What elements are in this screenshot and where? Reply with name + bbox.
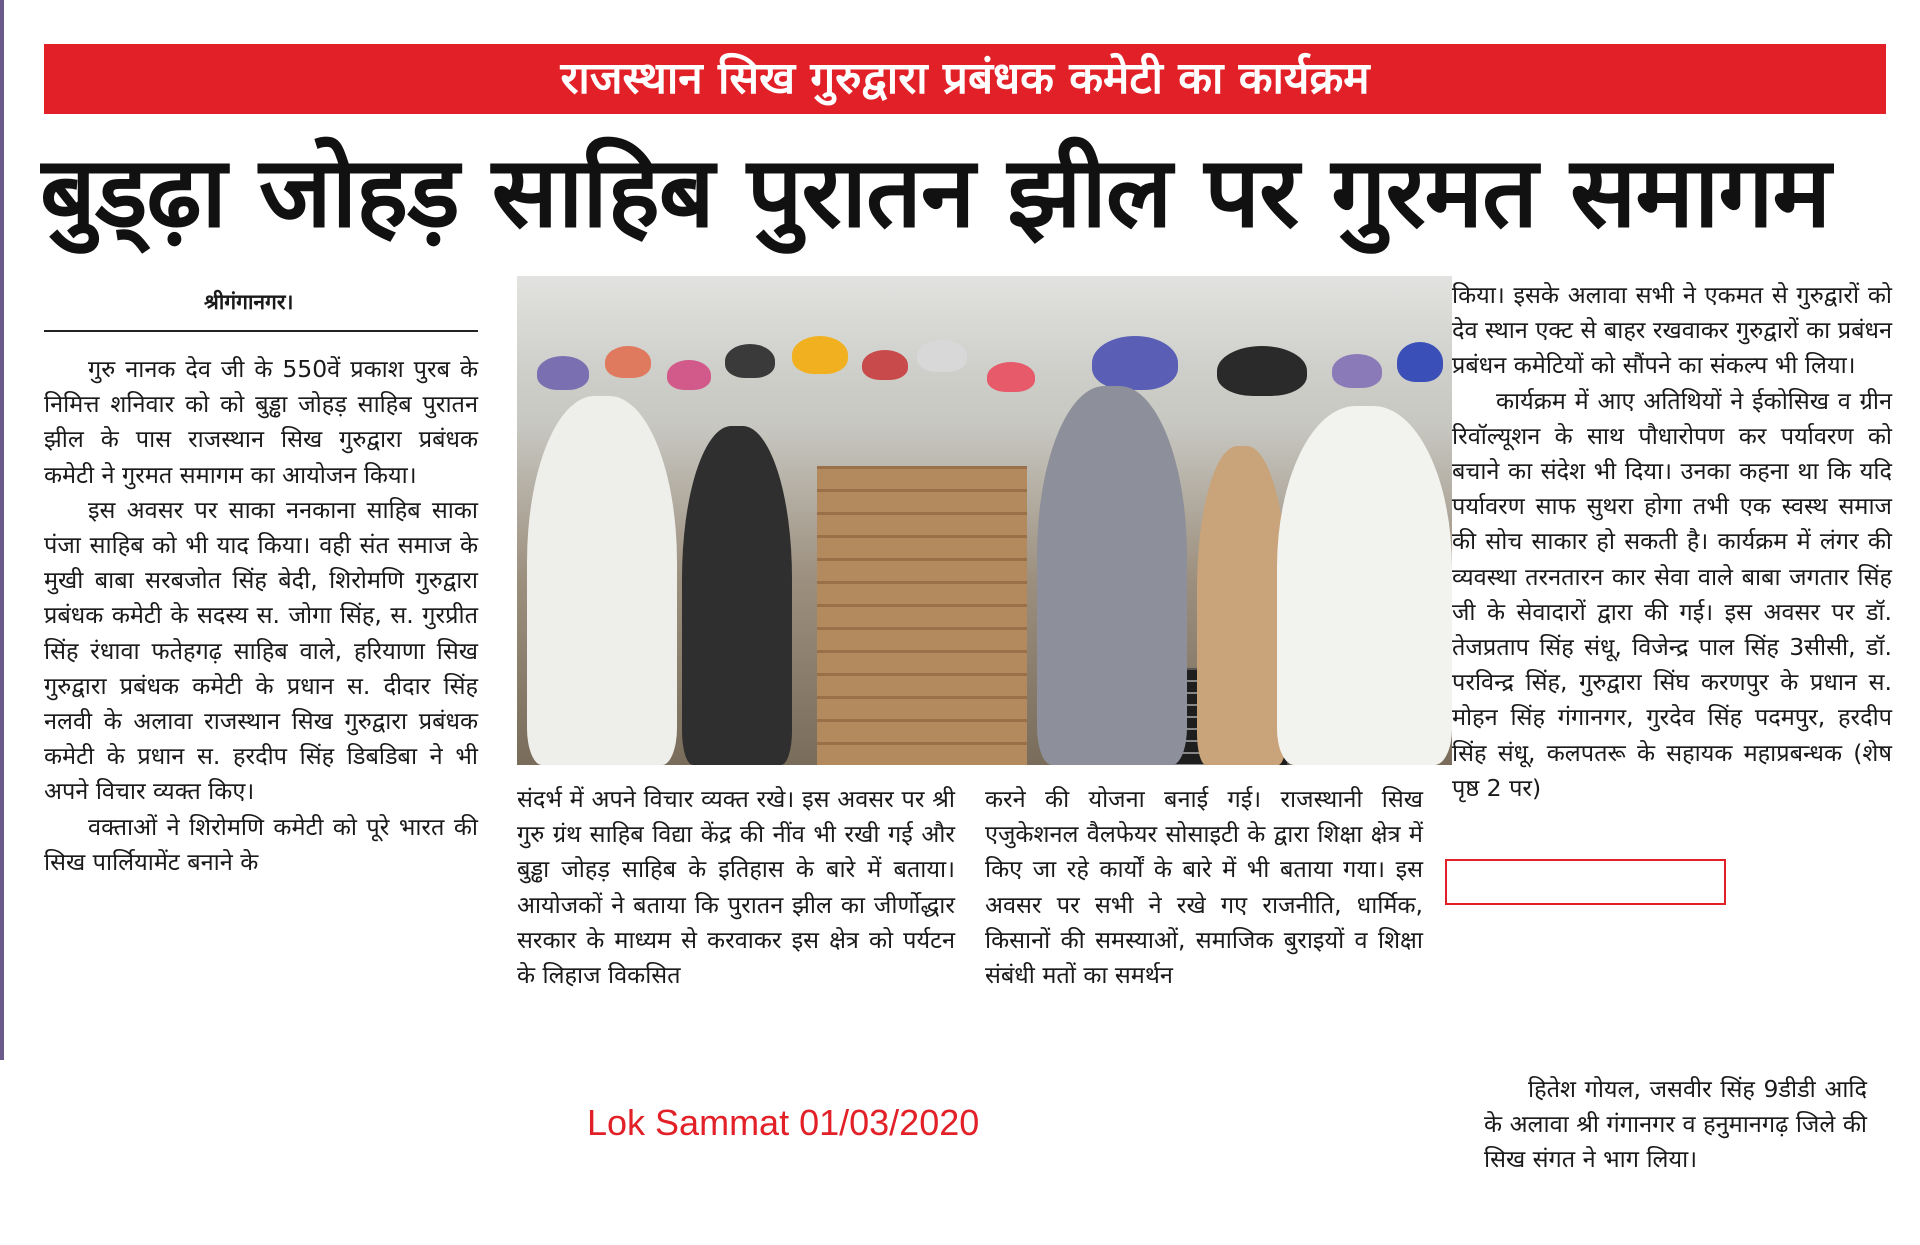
paragraph-col4-2: कार्यक्रम में आए अतिथियों ने ईकोसिख व ग्रीन रिवॉल्यूशन के साथ पौधारोपण कर पर्यावरण को बचाने का संदेश भी दिया। उनका कहना था कि यदि पर्यावरण साफ सुथरा होगा तभी एक स्वस्थ समाज की सोच साकार हो सकती है। कार्यक्रम में लंगर की व्यवस्था तरनतारन कार सेवा वाले बाबा जगतार सिंह जी के सेवादारों द्वारा की गई। इस अवसर पर डॉ. तेजप्रताप सिंह संधू, विजेन्द्र पाल सिंह 3सीसी, डॉ. परविन्द्र सिंह, गुरुद्वारा सिंघ करणपुर के प्रधान स. मोहन सिंह गंगानगर, गुरदेव सिंह पदमपुर, हरदीप सिंह संधू, कलपतरू के सहायक महाप्रबन्धक (शेष पृष्ठ 2 पर): [1452, 386, 1892, 802]
person-figure: [682, 426, 792, 765]
source-credit: Lok Sammat 01/03/2020: [587, 1102, 980, 1143]
article-column-2: [517, 782, 955, 993]
paragraph-col2: संदर्भ में अपने विचार व्यक्त रखे। इस अवसर पर श्री गुरु ग्रंथ साहिब विद्या केंद्र की नींव भी रखी गई और बुड्ढा जोहड़ साहिब के इतिहास के बारे में बताया। आयोजकों ने बताया कि पुरातन झील का जीर्णोद्धार सरकार के माध्यम से करवाकर इस क्षेत्र को पर्यटन के लिहाज विकसित: [517, 785, 955, 990]
dateline-rule: [44, 282, 478, 332]
highlight-box: [1445, 859, 1726, 905]
article-headline: बुड्ढ़ा जोहड़ साहिब पुरातन झील पर गुरमत समागम: [40, 136, 1831, 250]
paragraph-2: इस अवसर पर साका ननकाना साहिब साका पंजा साहिब को भी याद किया। वही संत समाज के मुखी बाबा सरबजोत सिंह बेदी, शिरोमणि गुरुद्वारा प्रबंधक कमेटी के सदस्य स. जोगा सिंह, स. गुरप्रीत सिंह रंधावा फतेहगढ़ साहिब वाले, हरियाणा सिख गुरुद्वारा प्रबंधक कमेटी के प्रधान स. दीदार सिंह नलवी के अलावा राजस्थान सिख गुरुद्वारा प्रबंधक कमेटी के प्रधान स. हरदीप सिंह डिबडिबा ने भी अपने विचार व्यक्त किए।: [44, 495, 478, 806]
paragraph-3: वक्ताओं ने शिरोमणि कमेटी को पूरे भारत की सिख पार्लियामेंट बनाने के: [44, 812, 478, 876]
section-banner: [44, 44, 1886, 114]
foundation-stone-pillar: [817, 466, 1027, 765]
news-photo: [517, 276, 1452, 765]
dateline: श्रीगंगानगर।: [204, 290, 294, 314]
paragraph-1: गुरु नानक देव जी के 550वें प्रकाश पुरब के निमित्त शनिवार को को बुड्ढा जोहड़ साहिब पुरातन झील के पास राजस्थान सिख गुरुद्वारा प्रबंधक कमेटी ने गुरमत समागम का आयोजन किया।: [44, 355, 478, 489]
banner-text: राजस्थान सिख गुरुद्वारा प्रबंधक कमेटी का कार्यक्रम: [560, 53, 1370, 104]
paragraph-col4-1: किया। इसके अलावा सभी ने एकमत से गुरुद्वारों को देव स्थान एक्ट से बाहर रखवाकर गुरुद्वारों का प्रबंधन प्रबंधन कमेटियों को सौंपने का संकल्प भी लिया।: [1452, 281, 1892, 380]
article-column-4: [1452, 278, 1892, 806]
article-column-3: [985, 782, 1423, 993]
article-column-1: [44, 352, 478, 880]
paragraph-col3: करने की योजना बनाई गई। राजस्थानी सिख एजुकेशनल वैलफेयर सोसाइटी के द्वारा शिक्षा क्षेत्र में किए जा रहे कार्यों के बारे में भी बताया गया। इस अवसर पर सभी ने रखे गए राजनीति, धार्मिक, किसानों की समस्याओं, समाजिक बुराइयों व शिक्षा संबंधी मतों का समर्थन: [985, 785, 1423, 990]
left-page-rule: [0, 0, 4, 1060]
person-figure: [1197, 446, 1287, 765]
paragraph-tail: हितेश गोयल, जसवीर सिंह 9डीडी आदि के अलावा श्री गंगानगर व हनुमानगढ़ जिले की सिख संगत ने भाग लिया।: [1484, 1075, 1867, 1174]
person-figure: [527, 396, 677, 765]
article-column-tail: [1484, 1072, 1867, 1178]
person-figure: [1277, 406, 1452, 765]
person-figure: [1037, 386, 1187, 765]
